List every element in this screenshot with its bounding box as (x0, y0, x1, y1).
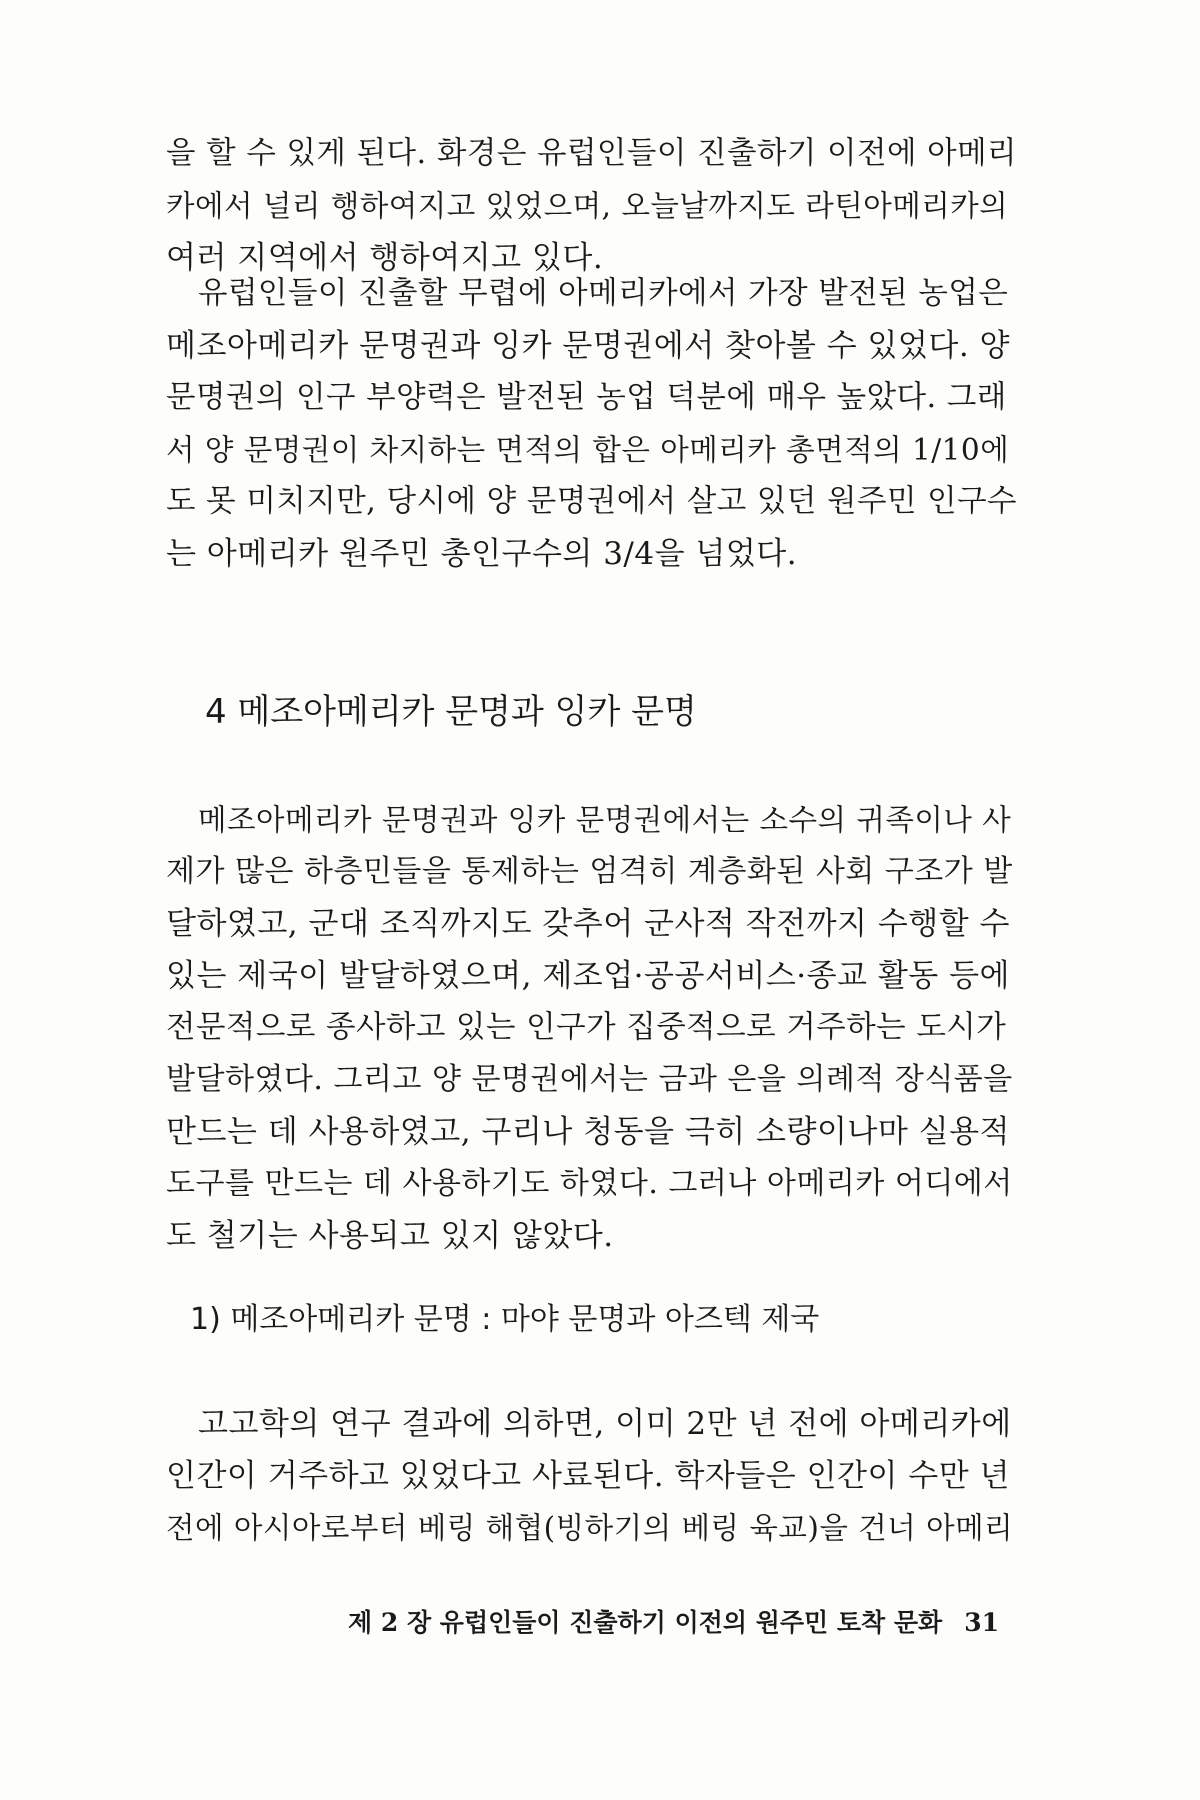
body-text-line: 서 양 문명권이 차지하는 면적의 합은 아메리카 총면적의 1/10에 (166, 433, 1010, 467)
body-text-line: 는 아메리카 원주민 총인구수의 3/4을 넘었다. (166, 536, 798, 572)
body-text-line: 고고학의 연구 결과에 의하면, 이미 2만 년 전에 아메리카에 (198, 1406, 1012, 1442)
body-text-line: 유럽인들이 진출할 무렵에 아메리카에서 가장 발전된 농업은 (198, 276, 1009, 311)
body-text-line: 달하였고, 군대 조직까지도 갖추어 군사적 작전까지 수행할 수 (166, 906, 1010, 942)
body-text-line: 메조아메리카 문명권과 잉카 문명권에서는 소수의 귀족이나 사 (198, 803, 1012, 837)
body-text-line: 인간이 거주하고 있었다고 사료된다. 학자들은 인간이 수만 년 (166, 1458, 1010, 1494)
body-text-line: 발달하였다. 그리고 양 문명권에서는 금과 은을 의례적 장식품을 (166, 1062, 1013, 1097)
body-text-line: 도 못 미치지만, 당시에 양 문명권에서 살고 있던 원주민 인구수 (166, 484, 1018, 519)
section-heading: 4 메조아메리카 문명과 잉카 문명 (205, 692, 697, 732)
body-text-line: 카에서 널리 행하여지고 있었으며, 오늘날까지도 라틴아메리카의 (166, 189, 1009, 223)
body-text-line: 문명권의 인구 부양력은 발전된 농업 덕분에 매우 높았다. 그래 (166, 380, 1007, 415)
page-number: 31 (964, 1608, 999, 1637)
body-text-line: 도 철기는 사용되고 있지 않았다. (166, 1218, 614, 1254)
body-text-line: 있는 제국이 발달하였으며, 제조업·공공서비스·종교 활동 등에 (166, 958, 1010, 994)
body-text-line: 도구를 만드는 데 사용하기도 하였다. 그러나 아메리카 어디에서 (166, 1166, 1013, 1201)
body-text-line: 메조아메리카 문명권과 잉카 문명권에서 찾아볼 수 있었다. 양 (166, 328, 1010, 364)
body-text-line: 을 할 수 있게 된다. 화경은 유럽인들이 진출하기 이전에 아메리 (166, 136, 1018, 171)
subsection-heading: 1) 메조아메리카 문명 : 마야 문명과 아즈텍 제국 (190, 1302, 820, 1337)
body-text-line: 제가 많은 하층민들을 통제하는 엄격히 계층화된 사회 구조가 발 (166, 854, 1013, 889)
chapter-title: 제 2 장 유럽인들이 진출하기 이전의 원주민 토착 문화 (348, 1608, 943, 1637)
page-footer (348, 1606, 999, 1640)
body-text-line: 만드는 데 사용하였고, 구리나 청동을 극히 소량이나마 실용적 (166, 1114, 1010, 1150)
body-text-line: 전에 아시아로부터 베링 해협(빙하기의 베링 육교)을 건너 아메리 (166, 1511, 1014, 1545)
body-text-line: 여러 지역에서 행하여지고 있다. (166, 240, 604, 276)
body-text-line: 전문적으로 종사하고 있는 인구가 집중적으로 거주하는 도시가 (166, 1010, 1007, 1045)
